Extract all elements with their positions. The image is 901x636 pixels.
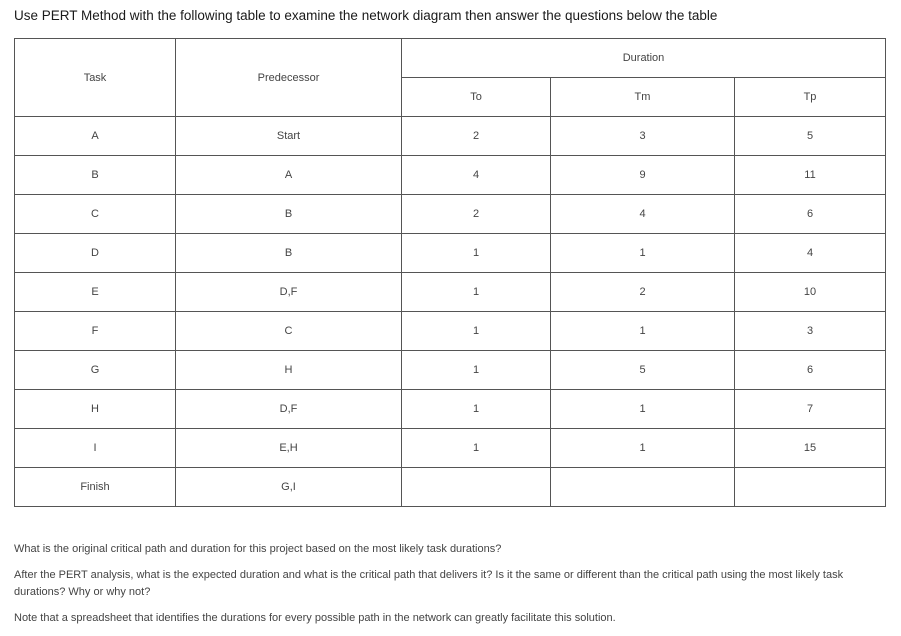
cell-predecessor: D,F [176,273,402,312]
cell-to: 1 [402,429,551,468]
cell-predecessor: A [176,156,402,195]
cell-tm [551,468,735,507]
page-heading: Use PERT Method with the following table to examine the network diagram then answer the questions below the table [14,8,718,23]
cell-tm: 4 [551,195,735,234]
question-pert-analysis: After the PERT analysis, what is the expected duration and what is the critical path that delivers it? Is it the same or different than the critical path using the most likely task durations? Why or why not? [14,569,844,598]
header-to: To [402,78,551,117]
table-row [15,390,886,429]
cell-task: B [15,156,176,195]
cell-tm: 1 [551,234,735,273]
cell-predecessor: B [176,234,402,273]
table-row [15,351,886,390]
table-row [15,117,886,156]
cell-predecessor: G,I [176,468,402,507]
header-task: Task [15,39,176,117]
cell-tp: 10 [735,273,886,312]
cell-predecessor: E,H [176,429,402,468]
cell-task: F [15,312,176,351]
cell-tp: 11 [735,156,886,195]
cell-to: 1 [402,273,551,312]
cell-tm: 2 [551,273,735,312]
cell-predecessor: C [176,312,402,351]
cell-to [402,468,551,507]
table-row [15,195,886,234]
cell-to: 1 [402,390,551,429]
cell-predecessor: Start [176,117,402,156]
cell-tm: 9 [551,156,735,195]
table-row [15,234,886,273]
cell-tp [735,468,886,507]
table-row [15,429,886,468]
cell-to: 4 [402,156,551,195]
cell-to: 1 [402,312,551,351]
header-predecessor: Predecessor [176,39,402,117]
table-row [15,156,886,195]
header-duration: Duration [402,39,886,78]
header-tm: Tm [551,78,735,117]
cell-tp: 6 [735,195,886,234]
cell-tm: 1 [551,429,735,468]
cell-predecessor: H [176,351,402,390]
cell-tp: 15 [735,429,886,468]
pert-table [14,38,886,507]
cell-tp: 3 [735,312,886,351]
cell-to: 2 [402,117,551,156]
cell-task: I [15,429,176,468]
cell-predecessor: B [176,195,402,234]
cell-task: E [15,273,176,312]
cell-to: 2 [402,195,551,234]
cell-tp: 6 [735,351,886,390]
note-spreadsheet: Note that a spreadsheet that identifies the durations for every possible path in the network can greatly facilitate this solution. [14,612,616,624]
cell-task: H [15,390,176,429]
cell-predecessor: D,F [176,390,402,429]
table-row [15,312,886,351]
cell-task: Finish [15,468,176,507]
cell-tp: 4 [735,234,886,273]
cell-tm: 5 [551,351,735,390]
cell-task: A [15,117,176,156]
cell-tm: 1 [551,312,735,351]
cell-to: 1 [402,351,551,390]
cell-task: D [15,234,176,273]
table-row [15,273,886,312]
cell-tp: 7 [735,390,886,429]
header-tp: Tp [735,78,886,117]
cell-tp: 5 [735,117,886,156]
cell-task: C [15,195,176,234]
cell-tm: 3 [551,117,735,156]
cell-task: G [15,351,176,390]
cell-to: 1 [402,234,551,273]
questions-section [14,541,884,636]
cell-tm: 1 [551,390,735,429]
question-critical-path: What is the original critical path and duration for this project based on the most likely task durations? [14,543,502,555]
table-row [15,468,886,507]
